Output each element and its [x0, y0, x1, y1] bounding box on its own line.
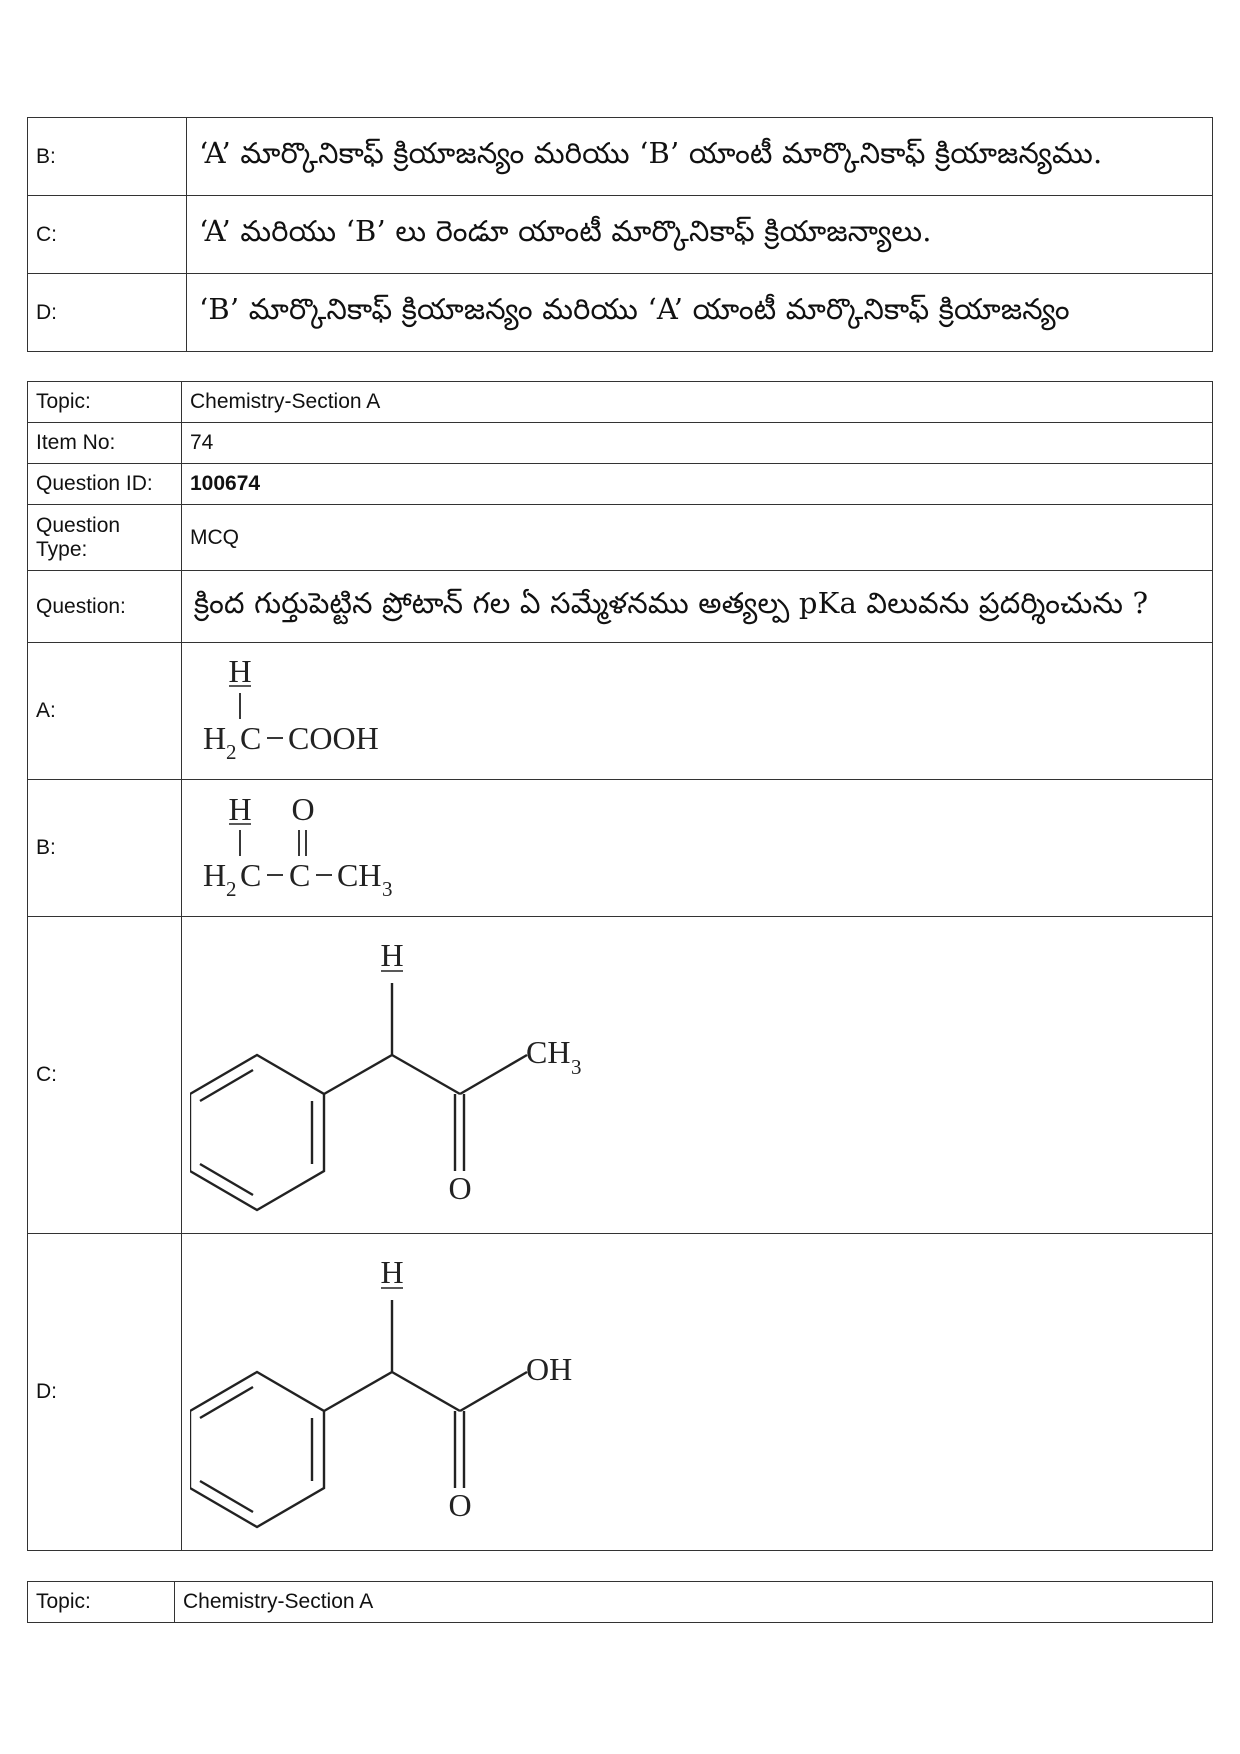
structure-option-b	[190, 784, 450, 908]
option-row	[28, 1234, 1213, 1551]
atom-label: O	[448, 1486, 472, 1523]
structure-option-d	[190, 1240, 650, 1540]
group-label: CH	[526, 1033, 571, 1070]
option-row	[28, 196, 1213, 274]
marked-proton: H	[380, 936, 404, 973]
atom-label: H	[203, 719, 227, 756]
option-row	[28, 780, 1213, 917]
aromatic-bond-line	[200, 1164, 253, 1195]
question-table	[27, 381, 1213, 1551]
subscript-label: 2	[226, 739, 237, 764]
option-label: B:	[28, 118, 187, 196]
atom-label: C	[240, 856, 262, 893]
benzene-ring	[190, 1372, 324, 1527]
marked-proton: H	[228, 652, 252, 689]
topic-label: Topic:	[28, 382, 182, 423]
option-label: C:	[28, 917, 182, 1234]
option-label: B:	[28, 780, 182, 917]
item-no-value: 74	[182, 423, 1213, 464]
option-structure-cell	[182, 917, 1213, 1234]
next-question-table	[27, 1581, 1213, 1623]
atom-label: C	[240, 719, 262, 756]
atom-label: O	[448, 1169, 472, 1206]
aromatic-bond-line	[200, 1070, 253, 1101]
topic-row	[28, 1582, 1213, 1623]
question-type-row	[28, 505, 1213, 571]
structure-option-a	[190, 649, 450, 769]
structure-option-c	[190, 923, 650, 1223]
subscript-label: 3	[382, 876, 393, 901]
option-row	[28, 917, 1213, 1234]
marked-proton: H	[228, 790, 252, 827]
topic-value: Chemistry-Section A	[182, 382, 1213, 423]
question-type-label: Question Type:	[28, 505, 182, 571]
option-structure-cell	[182, 1234, 1213, 1551]
option-text: ‘A’ మార్కొనికాఫ్ క్రియాజన్యం మరియు ‘B’ యాంటీ మార్కొనికాఫ్ క్రియాజన్యము.	[187, 118, 1213, 196]
bond-line	[324, 1055, 392, 1094]
bond-line	[392, 1055, 460, 1094]
question-id-value: 100674	[182, 464, 1213, 505]
previous-question-options-table	[27, 117, 1213, 352]
option-row	[28, 118, 1213, 196]
question-text: క్రింద గుర్తుపెట్టిన ప్రోటాన్ గల ఏ సమ్మేళనము అత్యల్ప pKa విలువను ప్రదర్శించును ?	[182, 571, 1213, 643]
option-label: C:	[28, 196, 187, 274]
topic-label: Topic:	[28, 1582, 175, 1623]
subscript-label: 2	[226, 876, 237, 901]
subscript-label: 3	[571, 1054, 582, 1079]
aromatic-bond-line	[200, 1387, 253, 1418]
item-no-row	[28, 423, 1213, 464]
option-row	[28, 274, 1213, 352]
option-row	[28, 643, 1213, 780]
question-label: Question:	[28, 571, 182, 643]
option-label: D:	[28, 1234, 182, 1551]
bond-line	[460, 1055, 527, 1094]
question-id-row	[28, 464, 1213, 505]
atom-label: CH	[337, 856, 382, 893]
option-structure-cell	[182, 643, 1213, 780]
marked-proton: H	[380, 1253, 404, 1290]
option-label: A:	[28, 643, 182, 780]
option-structure-cell	[182, 780, 1213, 917]
option-text: ‘B’ మార్కొనికాఫ్ క్రియాజన్యం మరియు ‘A’ యాంటీ మార్కొనికాఫ్ క్రియాజన్యం	[187, 274, 1213, 352]
bond-line	[324, 1372, 392, 1411]
bond-line	[392, 1372, 460, 1411]
benzene-ring	[190, 1055, 324, 1210]
option-label: D:	[28, 274, 187, 352]
item-no-label: Item No:	[28, 423, 182, 464]
atom-label: C	[289, 856, 311, 893]
option-text: ‘A’ మరియు ‘B’ లు రెండూ యాంటీ మార్కొనికాఫ్ క్రియాజన్యాలు.	[187, 196, 1213, 274]
question-type-value: MCQ	[182, 505, 1213, 571]
question-id-label: Question ID:	[28, 464, 182, 505]
question-row	[28, 571, 1213, 643]
aromatic-bond-line	[200, 1481, 253, 1512]
topic-row	[28, 382, 1213, 423]
atom-label: O	[291, 790, 315, 827]
group-label: OH	[526, 1350, 573, 1387]
bond-line	[460, 1372, 527, 1411]
topic-value: Chemistry-Section A	[175, 1582, 1213, 1623]
atom-label: COOH	[288, 719, 379, 756]
atom-label: H	[203, 856, 227, 893]
